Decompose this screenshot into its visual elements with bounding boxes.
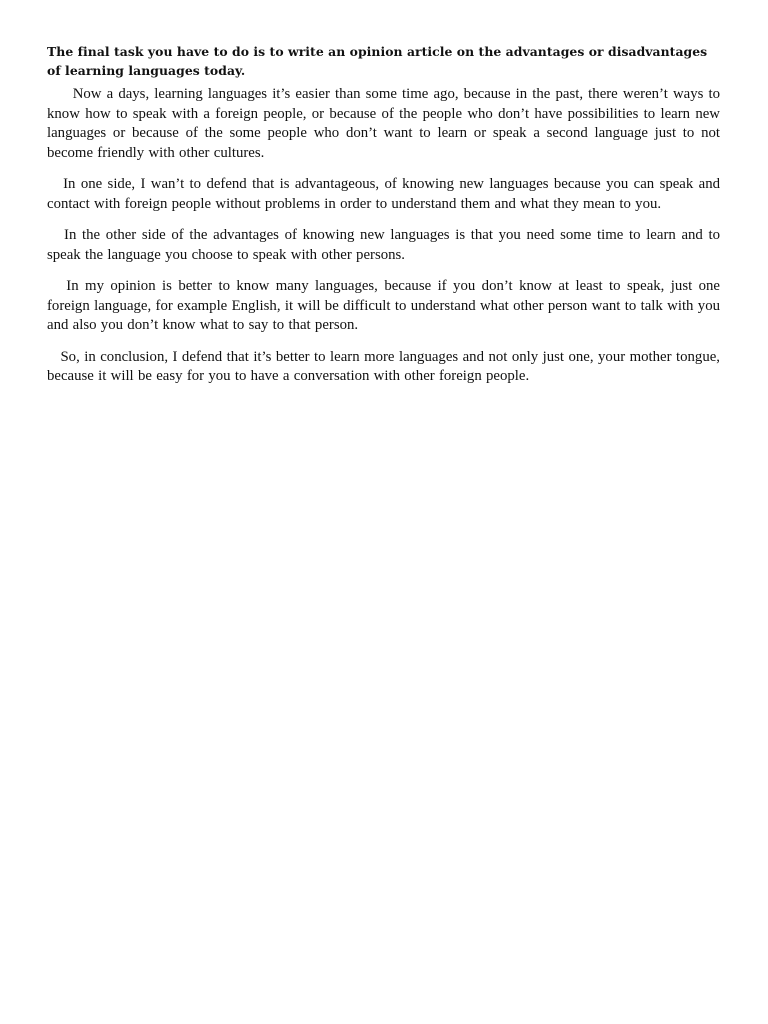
paragraph-disadvantages: In the other side of the advantages of knowing new languages is that you need some time to learn and to speak the language you choose to speak with other persons.	[47, 227, 725, 263]
paragraph-introduction: Now a days, learning languages it’s easier than some time ago, because in the past, there weren’t ways to know how to speak with a foreign people, or because of the people who don’t have possibilities to learn new languages or because of the some people who don’t want to learn or speak a second language just to not become friendly with other cultures.	[47, 86, 725, 161]
paragraph-conclusion: So, in conclusion, I defend that it’s better to learn more languages and not only just one, your mother tongue, because it will be easy for you to have a conversation with other foreign people.	[47, 348, 725, 384]
paragraph-opinion: In my opinion is better to know many languages, because if you don’t know at least to speak, just one foreign language, for example English, it will be difficult to understand what other person want to talk with you and also you don’t know what to say to that person.	[47, 278, 725, 333]
task-prompt: The final task you have to do is to write an opinion article on the advantages or disadvantages of learning languages today.	[47, 44, 708, 78]
document-page	[47, 42, 725, 399]
paragraph-advantages: In one side, I wan’t to defend that is advantageous, of knowing new languages because you can speak and contact with foreign people without problems in order to understand them and what they mean to you.	[47, 176, 725, 212]
